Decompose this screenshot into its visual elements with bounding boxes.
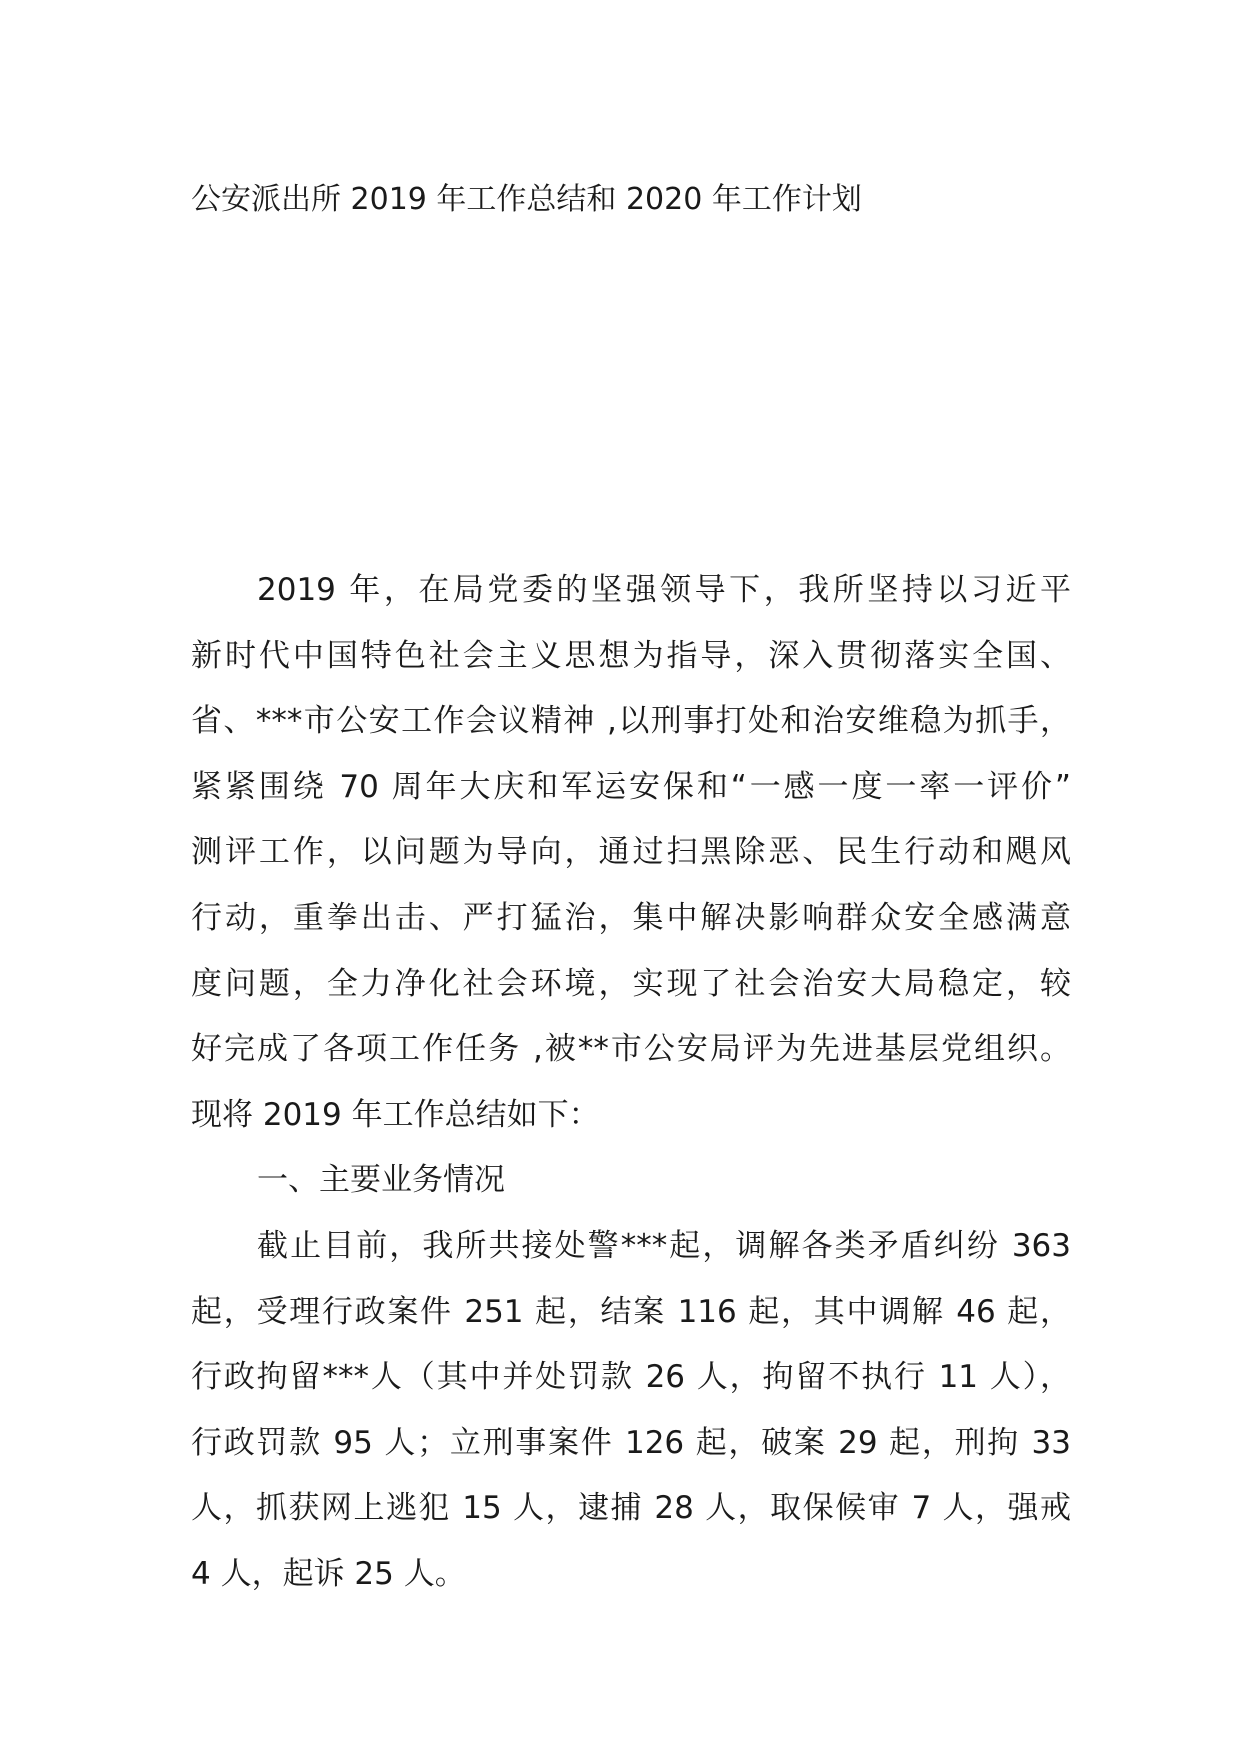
paragraph-line: 起，受理行政案件 251 起，结案 116 起，其中调解 46 起，: [191, 1293, 1071, 1330]
paragraph-line: 新时代中国特色社会主义思想为指导，深入贯彻落实全国、: [191, 637, 1071, 674]
paragraph-line: 4 人，起诉 25 人。: [191, 1555, 466, 1592]
document-body: [191, 558, 1071, 1608]
paragraph-line: 现将 2019 年工作总结如下：: [191, 1096, 600, 1133]
document-title: 公安派出所 2019 年工作总结和 2020 年工作计划: [191, 182, 862, 217]
paragraph-line: 紧紧围绕 70 周年大庆和军运安保和“一感一度一率一评价”: [191, 768, 1071, 805]
paragraph-line: 行政拘留***人（其中并处罚款 26 人，拘留不执行 11 人），: [191, 1359, 1071, 1396]
paragraph-line: 截止目前，我所共接处警***起，调解各类矛盾纠纷 363: [257, 1227, 1071, 1264]
paragraph-line: 行动，重拳出击、严打猛治，集中解决影响群众安全感满意: [191, 899, 1071, 936]
paragraph-line: 2019 年，在局党委的坚强领导下，我所坚持以习近平: [257, 572, 1071, 608]
paragraph-line: 省、***市公安工作会议精神 ,以刑事打处和治安维稳为抓手，: [191, 703, 1071, 740]
paragraph-line: 测评工作，以问题为导向，通过扫黑除恶、民生行动和飓风: [191, 834, 1071, 871]
section-heading: 一、主要业务情况: [257, 1162, 505, 1199]
paragraph-line: 人，抓获网上逃犯 15 人，逮捕 28 人，取保候审 7 人，强戒: [191, 1490, 1071, 1527]
paragraph-line: 度问题，全力净化社会环境，实现了社会治安大局稳定，较: [191, 965, 1071, 1002]
paragraph-line: 好完成了各项工作任务 ,被**市公安局评为先进基层党组织。: [191, 1031, 1071, 1068]
paragraph-line: 行政罚款 95 人；立刑事案件 126 起，破案 29 起，刑拘 33: [191, 1424, 1071, 1461]
